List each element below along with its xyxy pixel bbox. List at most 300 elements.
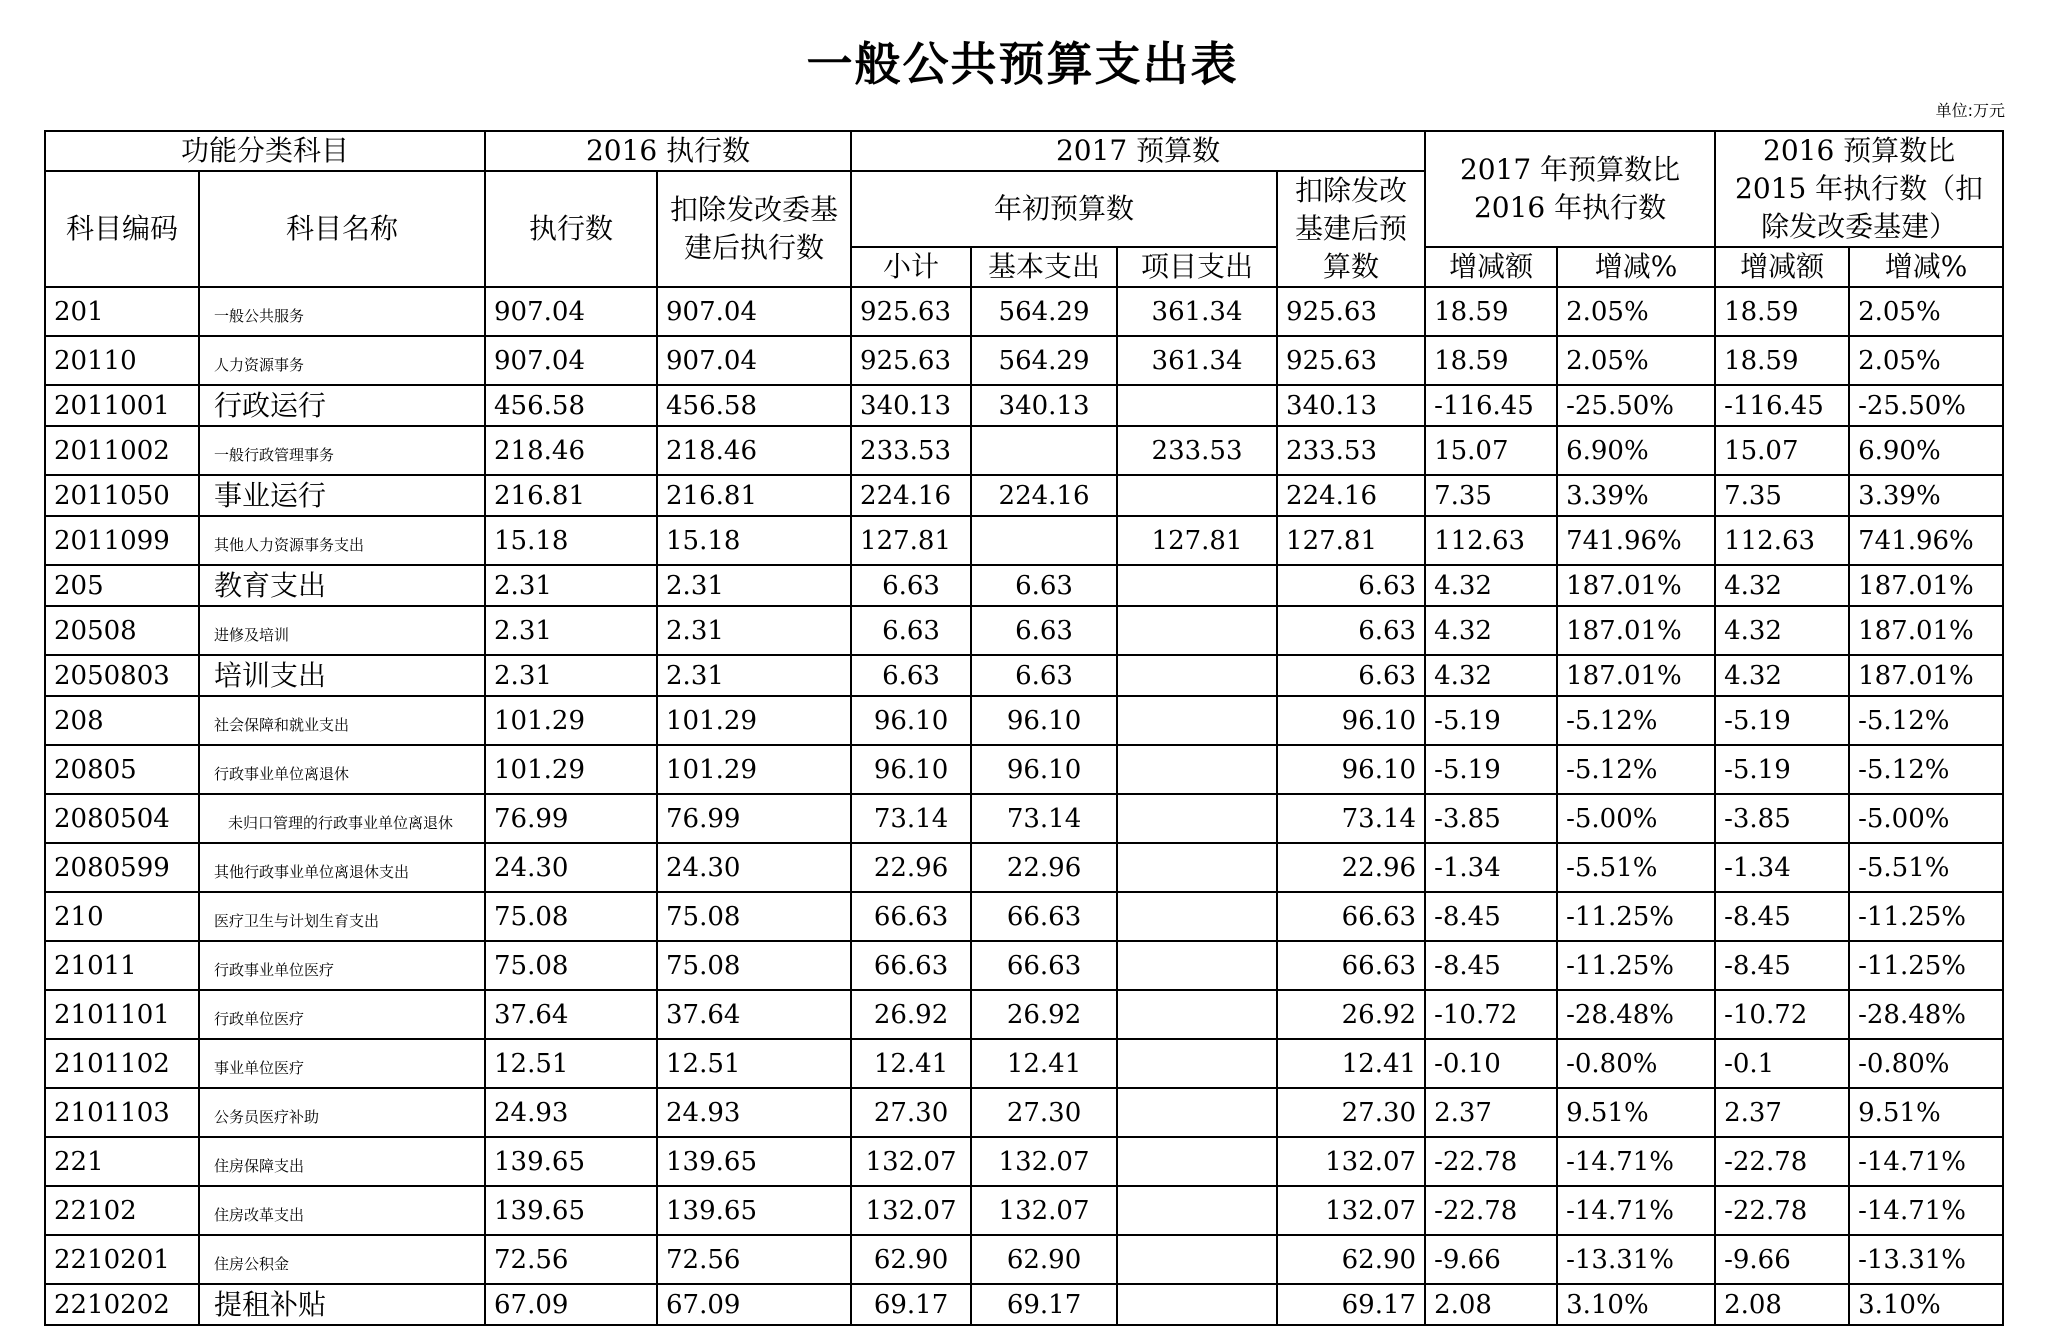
cell-basic: 26.92 <box>971 990 1117 1039</box>
cell-exec-excl: 15.18 <box>657 516 851 565</box>
cell-exec: 15.18 <box>485 516 657 565</box>
cell-name: 行政事业单位离退休 <box>199 745 485 794</box>
cell-budget-excl: 132.07 <box>1277 1186 1425 1235</box>
cell-code: 2011002 <box>45 426 199 475</box>
cell-budget-excl: 27.30 <box>1277 1088 1425 1137</box>
cell-inc-amt-2: -3.85 <box>1715 794 1849 843</box>
cell-exec: 24.30 <box>485 843 657 892</box>
cell-name: 一般行政管理事务 <box>199 426 485 475</box>
cell-budget-excl: 69.17 <box>1277 1284 1425 1325</box>
unit-label: 单位:万元 <box>1935 101 2005 120</box>
cell-code: 2210202 <box>45 1284 199 1325</box>
cell-project <box>1117 655 1277 696</box>
cell-budget-excl: 340.13 <box>1277 385 1425 426</box>
cell-project <box>1117 475 1277 516</box>
cell-basic: 27.30 <box>971 1088 1117 1137</box>
cell-inc-pct: -13.31% <box>1557 1235 1715 1284</box>
cell-inc-pct: 6.90% <box>1557 426 1715 475</box>
cell-inc-amt-2: -22.78 <box>1715 1186 1849 1235</box>
cell-budget-excl: 224.16 <box>1277 475 1425 516</box>
cell-budget-excl: 62.90 <box>1277 1235 1425 1284</box>
header-code: 科目编码 <box>45 171 199 287</box>
cell-budget-excl: 96.10 <box>1277 696 1425 745</box>
cell-inc-pct: -25.50% <box>1557 385 1715 426</box>
cell-code: 2050803 <box>45 655 199 696</box>
cell-inc-amt: 7.35 <box>1425 475 1557 516</box>
cell-project <box>1117 941 1277 990</box>
cell-inc-amt: -3.85 <box>1425 794 1557 843</box>
cell-project <box>1117 1186 1277 1235</box>
cell-inc-pct-2: -5.51% <box>1849 843 2003 892</box>
cell-exec-excl: 37.64 <box>657 990 851 1039</box>
cell-inc-pct-2: 9.51% <box>1849 1088 2003 1137</box>
table-row <box>45 990 2003 1039</box>
table-row <box>45 655 2003 696</box>
cell-inc-pct: 187.01% <box>1557 655 1715 696</box>
cell-inc-amt: -22.78 <box>1425 1186 1557 1235</box>
cell-exec: 2.31 <box>485 655 657 696</box>
cell-code: 2011099 <box>45 516 199 565</box>
cell-inc-pct-2: 2.05% <box>1849 287 2003 336</box>
cell-budget-excl: 6.63 <box>1277 655 1425 696</box>
cell-name: 一般公共服务 <box>199 287 485 336</box>
cell-name: 住房公积金 <box>199 1235 485 1284</box>
cell-name: 人力资源事务 <box>199 336 485 385</box>
cell-code: 2101103 <box>45 1088 199 1137</box>
cell-inc-amt: -116.45 <box>1425 385 1557 426</box>
header-project: 项目支出 <box>1117 247 1277 287</box>
cell-exec: 216.81 <box>485 475 657 516</box>
cell-code: 2011050 <box>45 475 199 516</box>
cell-subtotal: 340.13 <box>851 385 971 426</box>
cell-project <box>1117 606 1277 655</box>
table-row <box>45 385 2003 426</box>
table-row <box>45 287 2003 336</box>
table-row <box>45 1186 2003 1235</box>
header-inc-amt-2: 增减额 <box>1715 247 1849 287</box>
table-row <box>45 1137 2003 1186</box>
cell-inc-amt-2: -22.78 <box>1715 1137 1849 1186</box>
cell-name: 事业运行 <box>199 475 485 516</box>
cell-exec-excl: 139.65 <box>657 1137 851 1186</box>
cell-code: 22102 <box>45 1186 199 1235</box>
cell-subtotal: 6.63 <box>851 565 971 606</box>
table-row <box>45 843 2003 892</box>
cell-budget-excl: 12.41 <box>1277 1039 1425 1088</box>
cell-inc-pct: 187.01% <box>1557 606 1715 655</box>
header-exec-2016: 2016 执行数 <box>485 131 851 171</box>
cell-basic: 224.16 <box>971 475 1117 516</box>
cell-inc-pct-2: 187.01% <box>1849 655 2003 696</box>
cell-basic: 132.07 <box>971 1137 1117 1186</box>
cell-inc-amt-2: -0.1 <box>1715 1039 1849 1088</box>
cell-code: 2080504 <box>45 794 199 843</box>
header-name: 科目名称 <box>199 171 485 287</box>
cell-basic: 6.63 <box>971 606 1117 655</box>
table-row <box>45 516 2003 565</box>
cell-inc-amt-2: 7.35 <box>1715 475 1849 516</box>
cell-inc-pct: -5.00% <box>1557 794 1715 843</box>
table-row <box>45 696 2003 745</box>
cell-name: 未归口管理的行政事业单位离退休 <box>199 794 485 843</box>
cell-inc-pct-2: -11.25% <box>1849 892 2003 941</box>
cell-basic: 66.63 <box>971 892 1117 941</box>
header-budget-2017: 2017 预算数 <box>851 131 1425 171</box>
cell-exec: 67.09 <box>485 1284 657 1325</box>
cell-subtotal: 66.63 <box>851 892 971 941</box>
cell-inc-amt-2: -8.45 <box>1715 941 1849 990</box>
cell-exec-excl: 12.51 <box>657 1039 851 1088</box>
cell-inc-pct-2: -25.50% <box>1849 385 2003 426</box>
cell-inc-pct: 9.51% <box>1557 1088 1715 1137</box>
cell-exec: 139.65 <box>485 1186 657 1235</box>
cell-inc-amt: 18.59 <box>1425 336 1557 385</box>
cell-inc-amt-2: 4.32 <box>1715 565 1849 606</box>
cell-exec: 75.08 <box>485 941 657 990</box>
cell-subtotal: 22.96 <box>851 843 971 892</box>
cell-exec: 101.29 <box>485 745 657 794</box>
header-exec: 执行数 <box>485 171 657 287</box>
cell-inc-pct: -5.12% <box>1557 745 1715 794</box>
cell-name: 行政事业单位医疗 <box>199 941 485 990</box>
cell-inc-amt: 4.32 <box>1425 565 1557 606</box>
cell-exec-excl: 218.46 <box>657 426 851 475</box>
cell-exec-excl: 67.09 <box>657 1284 851 1325</box>
cell-inc-amt-2: 18.59 <box>1715 336 1849 385</box>
cell-name: 医疗卫生与计划生育支出 <box>199 892 485 941</box>
cell-inc-pct-2: -13.31% <box>1849 1235 2003 1284</box>
cell-project <box>1117 892 1277 941</box>
cell-subtotal: 12.41 <box>851 1039 971 1088</box>
cell-exec-excl: 139.65 <box>657 1186 851 1235</box>
cell-inc-amt-2: -5.19 <box>1715 696 1849 745</box>
table-row <box>45 892 2003 941</box>
cell-basic: 6.63 <box>971 565 1117 606</box>
cell-exec: 218.46 <box>485 426 657 475</box>
cell-inc-pct-2: -0.80% <box>1849 1039 2003 1088</box>
cell-inc-amt-2: -1.34 <box>1715 843 1849 892</box>
cell-budget-excl: 925.63 <box>1277 336 1425 385</box>
cell-project <box>1117 1039 1277 1088</box>
cell-inc-pct: 187.01% <box>1557 565 1715 606</box>
cell-inc-amt-2: 2.37 <box>1715 1088 1849 1137</box>
cell-exec: 12.51 <box>485 1039 657 1088</box>
cell-inc-pct-2: 6.90% <box>1849 426 2003 475</box>
cell-basic: 73.14 <box>971 794 1117 843</box>
cell-exec: 75.08 <box>485 892 657 941</box>
cell-exec: 24.93 <box>485 1088 657 1137</box>
cell-exec-excl: 907.04 <box>657 287 851 336</box>
cell-project <box>1117 794 1277 843</box>
cell-budget-excl: 26.92 <box>1277 990 1425 1039</box>
cell-project <box>1117 990 1277 1039</box>
cell-exec: 139.65 <box>485 1137 657 1186</box>
cell-inc-amt: -10.72 <box>1425 990 1557 1039</box>
cell-inc-pct-2: -5.12% <box>1849 745 2003 794</box>
cell-budget-excl: 925.63 <box>1277 287 1425 336</box>
cell-subtotal: 224.16 <box>851 475 971 516</box>
cell-budget-excl: 96.10 <box>1277 745 1425 794</box>
cell-inc-pct-2: 741.96% <box>1849 516 2003 565</box>
cell-name: 住房改革支出 <box>199 1186 485 1235</box>
cell-subtotal: 925.63 <box>851 336 971 385</box>
table-row <box>45 1284 2003 1325</box>
cell-budget-excl: 233.53 <box>1277 426 1425 475</box>
cell-project <box>1117 843 1277 892</box>
cell-exec: 907.04 <box>485 336 657 385</box>
cell-inc-pct: -0.80% <box>1557 1039 1715 1088</box>
cell-budget-excl: 132.07 <box>1277 1137 1425 1186</box>
table-row <box>45 475 2003 516</box>
header-inc-pct: 增减% <box>1557 247 1715 287</box>
cell-budget-excl: 127.81 <box>1277 516 1425 565</box>
cell-project <box>1117 1137 1277 1186</box>
cell-inc-amt-2: 4.32 <box>1715 606 1849 655</box>
cell-inc-amt: 15.07 <box>1425 426 1557 475</box>
cell-inc-pct-2: -11.25% <box>1849 941 2003 990</box>
cell-code: 2080599 <box>45 843 199 892</box>
cell-inc-amt-2: 15.07 <box>1715 426 1849 475</box>
cell-inc-amt-2: -5.19 <box>1715 745 1849 794</box>
cell-inc-amt-2: 112.63 <box>1715 516 1849 565</box>
cell-subtotal: 132.07 <box>851 1186 971 1235</box>
cell-exec-excl: 75.08 <box>657 892 851 941</box>
table-row <box>45 1235 2003 1284</box>
cell-code: 208 <box>45 696 199 745</box>
cell-subtotal: 26.92 <box>851 990 971 1039</box>
cell-subtotal: 6.63 <box>851 606 971 655</box>
cell-basic: 69.17 <box>971 1284 1117 1325</box>
table-row <box>45 1039 2003 1088</box>
cell-inc-amt-2: -8.45 <box>1715 892 1849 941</box>
cell-subtotal: 69.17 <box>851 1284 971 1325</box>
cell-exec: 2.31 <box>485 565 657 606</box>
cell-code: 210 <box>45 892 199 941</box>
cell-inc-amt: -9.66 <box>1425 1235 1557 1284</box>
cell-inc-pct: 2.05% <box>1557 287 1715 336</box>
cell-inc-pct-2: 3.39% <box>1849 475 2003 516</box>
cell-basic: 66.63 <box>971 941 1117 990</box>
cell-name: 行政运行 <box>199 385 485 426</box>
cell-subtotal: 73.14 <box>851 794 971 843</box>
cell-inc-amt: -22.78 <box>1425 1137 1557 1186</box>
cell-inc-pct: 3.10% <box>1557 1284 1715 1325</box>
cell-name: 进修及培训 <box>199 606 485 655</box>
cell-inc-pct: -14.71% <box>1557 1137 1715 1186</box>
cell-code: 20805 <box>45 745 199 794</box>
cell-exec-excl: 216.81 <box>657 475 851 516</box>
cell-exec-excl: 75.08 <box>657 941 851 990</box>
cell-subtotal: 127.81 <box>851 516 971 565</box>
cell-inc-amt: 2.37 <box>1425 1088 1557 1137</box>
cell-name: 行政单位医疗 <box>199 990 485 1039</box>
cell-inc-pct-2: 2.05% <box>1849 336 2003 385</box>
cell-name: 社会保障和就业支出 <box>199 696 485 745</box>
cell-exec-excl: 2.31 <box>657 606 851 655</box>
cell-inc-pct: 2.05% <box>1557 336 1715 385</box>
cell-exec: 456.58 <box>485 385 657 426</box>
cell-subtotal: 132.07 <box>851 1137 971 1186</box>
cell-inc-pct-2: -5.12% <box>1849 696 2003 745</box>
cell-code: 20110 <box>45 336 199 385</box>
cell-subtotal: 27.30 <box>851 1088 971 1137</box>
cell-inc-pct: 741.96% <box>1557 516 1715 565</box>
cell-inc-pct-2: -14.71% <box>1849 1186 2003 1235</box>
cell-project: 361.34 <box>1117 336 1277 385</box>
table-row <box>45 426 2003 475</box>
cell-basic: 340.13 <box>971 385 1117 426</box>
cell-exec-excl: 72.56 <box>657 1235 851 1284</box>
table-row <box>45 941 2003 990</box>
cell-name: 公务员医疗补助 <box>199 1088 485 1137</box>
cell-exec: 2.31 <box>485 606 657 655</box>
cell-inc-pct: -14.71% <box>1557 1186 1715 1235</box>
header-compare-2016-2015: 2016 预算数比 2015 年执行数（扣除发改委基建） <box>1715 131 2003 247</box>
cell-inc-amt: -1.34 <box>1425 843 1557 892</box>
cell-name: 其他人力资源事务支出 <box>199 516 485 565</box>
cell-basic: 96.10 <box>971 745 1117 794</box>
header-initial-budget: 年初预算数 <box>851 171 1277 247</box>
cell-name: 住房保障支出 <box>199 1137 485 1186</box>
cell-inc-amt: 2.08 <box>1425 1284 1557 1325</box>
table-row <box>45 1088 2003 1137</box>
table-row <box>45 606 2003 655</box>
cell-inc-pct: -11.25% <box>1557 892 1715 941</box>
cell-exec-excl: 2.31 <box>657 655 851 696</box>
cell-budget-excl: 6.63 <box>1277 565 1425 606</box>
header-func-class: 功能分类科目 <box>45 131 485 171</box>
cell-inc-amt-2: -10.72 <box>1715 990 1849 1039</box>
cell-basic <box>971 426 1117 475</box>
cell-inc-pct-2: 187.01% <box>1849 565 2003 606</box>
cell-code: 201 <box>45 287 199 336</box>
cell-project <box>1117 1088 1277 1137</box>
cell-inc-pct: -28.48% <box>1557 990 1715 1039</box>
cell-inc-amt: -5.19 <box>1425 696 1557 745</box>
cell-inc-pct: -5.51% <box>1557 843 1715 892</box>
cell-name: 培训支出 <box>199 655 485 696</box>
cell-basic: 6.63 <box>971 655 1117 696</box>
cell-project: 127.81 <box>1117 516 1277 565</box>
cell-inc-pct-2: -14.71% <box>1849 1137 2003 1186</box>
cell-exec-excl: 101.29 <box>657 696 851 745</box>
cell-subtotal: 6.63 <box>851 655 971 696</box>
cell-project <box>1117 385 1277 426</box>
cell-budget-excl: 22.96 <box>1277 843 1425 892</box>
cell-project <box>1117 1235 1277 1284</box>
cell-project: 233.53 <box>1117 426 1277 475</box>
cell-subtotal: 96.10 <box>851 696 971 745</box>
cell-subtotal: 96.10 <box>851 745 971 794</box>
cell-inc-pct-2: -28.48% <box>1849 990 2003 1039</box>
cell-inc-amt-2: 2.08 <box>1715 1284 1849 1325</box>
cell-code: 2101102 <box>45 1039 199 1088</box>
header-inc-amt: 增减额 <box>1425 247 1557 287</box>
cell-basic: 96.10 <box>971 696 1117 745</box>
cell-inc-amt: 4.32 <box>1425 655 1557 696</box>
cell-name: 其他行政事业单位离退休支出 <box>199 843 485 892</box>
cell-name: 教育支出 <box>199 565 485 606</box>
cell-inc-amt: -5.19 <box>1425 745 1557 794</box>
budget-table <box>44 130 2004 1326</box>
cell-budget-excl: 73.14 <box>1277 794 1425 843</box>
cell-exec-excl: 76.99 <box>657 794 851 843</box>
cell-exec-excl: 907.04 <box>657 336 851 385</box>
table-row <box>45 565 2003 606</box>
cell-exec-excl: 2.31 <box>657 565 851 606</box>
cell-project <box>1117 565 1277 606</box>
cell-code: 205 <box>45 565 199 606</box>
cell-inc-pct-2: 3.10% <box>1849 1284 2003 1325</box>
cell-exec: 72.56 <box>485 1235 657 1284</box>
cell-inc-amt: -8.45 <box>1425 892 1557 941</box>
cell-basic: 62.90 <box>971 1235 1117 1284</box>
cell-exec-excl: 24.30 <box>657 843 851 892</box>
cell-project <box>1117 696 1277 745</box>
table-row <box>45 794 2003 843</box>
cell-subtotal: 233.53 <box>851 426 971 475</box>
cell-inc-amt-2: -116.45 <box>1715 385 1849 426</box>
cell-basic: 12.41 <box>971 1039 1117 1088</box>
cell-inc-pct-2: -5.00% <box>1849 794 2003 843</box>
cell-code: 21011 <box>45 941 199 990</box>
table-row <box>45 336 2003 385</box>
page-title: 一般公共预算支出表 <box>806 37 1239 91</box>
cell-exec-excl: 101.29 <box>657 745 851 794</box>
cell-inc-amt-2: 4.32 <box>1715 655 1849 696</box>
header-budget-excl: 扣除发改基建后预算数 <box>1277 171 1425 287</box>
cell-subtotal: 66.63 <box>851 941 971 990</box>
cell-exec-excl: 456.58 <box>657 385 851 426</box>
header-subtotal: 小计 <box>851 247 971 287</box>
cell-inc-pct-2: 187.01% <box>1849 606 2003 655</box>
cell-code: 20508 <box>45 606 199 655</box>
header-compare-2017-2016: 2017 年预算数比 2016 年执行数 <box>1425 131 1715 247</box>
cell-code: 2101101 <box>45 990 199 1039</box>
cell-exec-excl: 24.93 <box>657 1088 851 1137</box>
cell-exec: 101.29 <box>485 696 657 745</box>
cell-inc-amt: -8.45 <box>1425 941 1557 990</box>
cell-basic <box>971 516 1117 565</box>
cell-budget-excl: 6.63 <box>1277 606 1425 655</box>
cell-name: 提租补贴 <box>199 1284 485 1325</box>
cell-project <box>1117 1284 1277 1325</box>
cell-basic: 22.96 <box>971 843 1117 892</box>
cell-inc-amt-2: -9.66 <box>1715 1235 1849 1284</box>
cell-budget-excl: 66.63 <box>1277 892 1425 941</box>
cell-code: 221 <box>45 1137 199 1186</box>
cell-project: 361.34 <box>1117 287 1277 336</box>
cell-basic: 564.29 <box>971 336 1117 385</box>
cell-inc-amt: -0.10 <box>1425 1039 1557 1088</box>
cell-inc-amt-2: 18.59 <box>1715 287 1849 336</box>
cell-inc-amt: 112.63 <box>1425 516 1557 565</box>
cell-basic: 564.29 <box>971 287 1117 336</box>
cell-inc-amt: 4.32 <box>1425 606 1557 655</box>
cell-inc-pct: 3.39% <box>1557 475 1715 516</box>
cell-subtotal: 62.90 <box>851 1235 971 1284</box>
cell-exec: 76.99 <box>485 794 657 843</box>
cell-project <box>1117 745 1277 794</box>
cell-exec: 907.04 <box>485 287 657 336</box>
cell-inc-pct: -5.12% <box>1557 696 1715 745</box>
header-exec-excl: 扣除发改委基建后执行数 <box>657 171 851 287</box>
cell-code: 2011001 <box>45 385 199 426</box>
cell-basic: 132.07 <box>971 1186 1117 1235</box>
cell-exec: 37.64 <box>485 990 657 1039</box>
cell-budget-excl: 66.63 <box>1277 941 1425 990</box>
cell-code: 2210201 <box>45 1235 199 1284</box>
